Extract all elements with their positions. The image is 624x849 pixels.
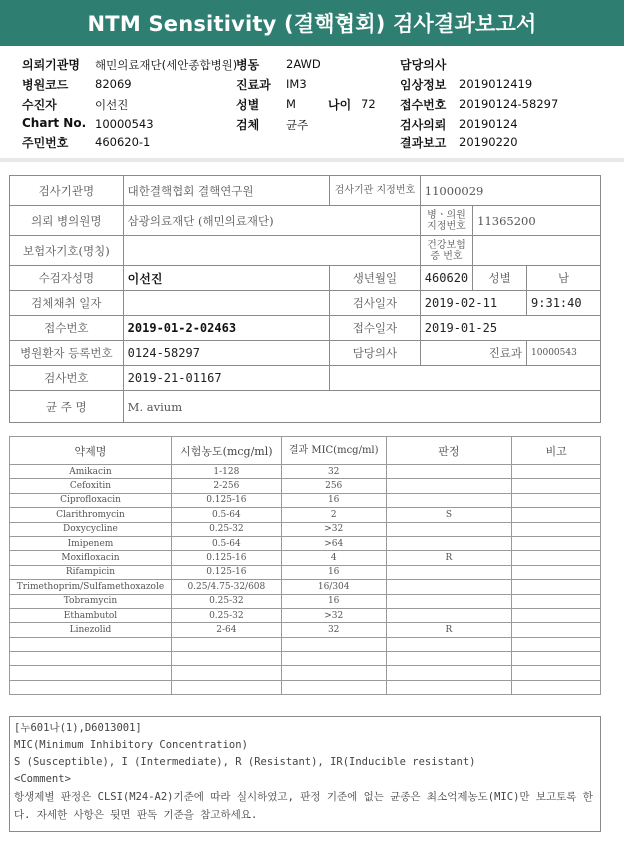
cell-mic: 32 [281,623,386,637]
header-label: 접수번호 [400,98,447,112]
cell-mic: >64 [281,536,386,550]
agency-label: 검사기관명 [10,176,124,206]
cell-remark [512,551,601,565]
empty-row [10,666,601,680]
drug-row [10,479,601,493]
patient-name-label: 수검자성명 [10,266,124,291]
cell-drug: Trimethoprim/Sulfamethoxazole [10,580,172,594]
divider [0,158,624,162]
test-date-label: 검사일자 [330,291,421,316]
header-label: 결과보고 [400,136,447,150]
header-label: 의뢰기관명 [22,58,80,72]
cell-mic: >32 [281,608,386,622]
cell-drug: Tobramycin [10,594,172,608]
cell-drug: Ciprofloxacin [10,493,172,507]
receipt-no-label: 접수번호 [10,316,124,341]
header-value: 20190220 [459,135,518,149]
cell-drug: Linezolid [10,623,172,637]
col-mic: 결과 MIC(mcg/ml) [281,437,386,465]
drug-row [10,594,601,608]
test-time-value: 9:31:40 [527,291,601,316]
cell-drug [10,680,172,694]
health-card-value [473,236,601,266]
header-value: IM3 [286,77,307,91]
header-label: Chart No. [22,116,87,130]
cell-conc: 1-128 [171,465,281,479]
birth-value: 460620 [420,266,472,291]
drug-row [10,536,601,550]
cell-remark [512,594,601,608]
header-value: 460620-1 [95,135,151,149]
header-label: 병동 [236,58,260,72]
receipt-date-value: 2019-01-25 [420,316,600,341]
empty-row [10,637,601,651]
header-label: 담당의사 [400,58,447,72]
receipt-no-value: 2019-01-2-02463 [123,316,329,341]
test-no-value: 2019-21-01167 [123,366,329,391]
header-label: 진료과 [236,78,271,92]
drug-row [10,493,601,507]
header-label: 임상정보 [400,78,447,92]
cell-conc: 0.25/4.75-32/608 [171,580,281,594]
registration-label: 병원환자 등록번호 [10,341,124,366]
note-legend: S (Susceptible), I (Intermediate), R (Resistant), IR(Inducible resistant) [14,756,476,768]
cell-judge [386,594,512,608]
cell-judge [386,608,512,622]
drug-row [10,608,601,622]
cell-conc: 0.25-32 [171,594,281,608]
cell-conc: 2-256 [171,479,281,493]
cell-mic: 16 [281,594,386,608]
cell-remark [512,652,601,666]
cell-conc [171,680,281,694]
cell-mic: 16 [281,565,386,579]
cell-remark [512,637,601,651]
hospital-value: 삼광의료재단 (해민의료재단) [123,206,420,236]
cell-remark [512,522,601,536]
header-value: 20190124 [459,117,518,131]
header-value: 2019012419 [459,77,533,91]
cell-judge [386,522,512,536]
cell-conc [171,666,281,680]
note-comment-heading: <Comment> [14,773,71,785]
cell-remark [512,565,601,579]
birth-label: 생년월일 [330,266,421,291]
cell-remark [512,580,601,594]
header-label: 검체 [236,118,260,132]
cell-remark [512,479,601,493]
cell-drug: Clarithromycin [10,508,172,522]
cell-mic: 4 [281,551,386,565]
cell-judge [386,652,512,666]
cell-judge [386,580,512,594]
drug-row [10,465,601,479]
cell-judge [386,536,512,550]
cell-drug [10,652,172,666]
col-conc: 시험농도(mcg/ml) [171,437,281,465]
collect-date-value [123,291,329,316]
cell-drug: Moxifloxacin [10,551,172,565]
cell-conc: 0.125-16 [171,551,281,565]
header-value: 20190124-58297 [459,97,559,111]
cell-remark [512,465,601,479]
cell-conc: 0.125-16 [171,565,281,579]
sex-label: 성별 [473,266,527,291]
patient-name-value: 이선진 [123,266,329,291]
cell-drug: Doxycycline [10,522,172,536]
cell-remark [512,508,601,522]
cell-conc: 0.5-64 [171,536,281,550]
header-label: 성별 [236,98,260,112]
cell-judge [386,666,512,680]
cell-mic [281,637,386,651]
header-label: 검사의뢰 [400,118,447,132]
dept-label: 진료과 [420,341,526,366]
drug-row [10,580,601,594]
header-value: 82069 [95,77,132,91]
agency-no-label: 검사기관 지정번호 [330,176,421,206]
agency-value: 대한결핵협회 결핵연구원 [123,176,329,206]
health-card-label: 건강보험 증 번호 [420,236,472,266]
cell-drug: Rifampicin [10,565,172,579]
cell-judge [386,680,512,694]
cell-judge [386,637,512,651]
header-value: 이선진 [95,98,129,112]
species-label: 균 주 명 [10,391,124,423]
notes-box [9,716,601,832]
cell-drug: Amikacin [10,465,172,479]
doctor-label: 담당의사 [330,341,421,366]
col-judge: 판정 [386,437,512,465]
header-value: M [286,97,296,111]
cell-remark [512,608,601,622]
cell-judge [386,565,512,579]
note-code: [누601나(1),D6013001] [14,722,142,734]
cell-remark [512,493,601,507]
cell-conc: 0.125-16 [171,493,281,507]
cell-remark [512,536,601,550]
drug-row [10,565,601,579]
cell-drug: Cefoxitin [10,479,172,493]
header-value: 72 [361,97,376,111]
drug-table [9,436,601,695]
drug-row [10,508,601,522]
agency-no-value: 11000029 [420,176,600,206]
cell-drug: Imipenem [10,536,172,550]
info-table [9,175,601,423]
drug-row [10,551,601,565]
header-value: 10000543 [95,117,154,131]
empty-row [10,680,601,694]
cell-judge: S [386,508,512,522]
header-label: 병원코드 [22,78,69,92]
registration-value: 0124-58297 [123,341,329,366]
cell-remark [512,666,601,680]
insurer-value [123,236,420,266]
sex-value: 남 [527,266,601,291]
cell-conc: 2-64 [171,623,281,637]
cell-conc: 0.25-32 [171,522,281,536]
header-value: 2AWD [286,57,321,71]
empty-row [10,652,601,666]
cell-mic: >32 [281,522,386,536]
cell-mic: 32 [281,465,386,479]
hospital-no-label: 병ㆍ의원 지정번호 [420,206,472,236]
col-drug: 약제명 [10,437,172,465]
cell-conc: 0.25-32 [171,608,281,622]
cell-mic [281,680,386,694]
cell-drug: Ethambutol [10,608,172,622]
cell-drug [10,666,172,680]
drug-row [10,623,601,637]
report-title: NTM Sensitivity (결핵협회) 검사결과보고서 [0,0,624,46]
hospital-label: 의뢰 병의원명 [10,206,124,236]
col-remark: 비고 [512,437,601,465]
header-value: 해민의료재단(세안종합병원) [95,58,238,72]
receipt-date-label: 접수일자 [330,316,421,341]
collect-date-label: 검체채취 일자 [10,291,124,316]
cell-judge: R [386,551,512,565]
header-label: 나이 [328,98,352,112]
cell-mic [281,666,386,680]
empty-cell [330,366,601,391]
insurer-label: 보험자기호(명칭) [10,236,124,266]
cell-judge [386,479,512,493]
note-comment-text: 항생제별 판정은 CLSI(M24-A2)기준에 따라 실시하였고, 판정 기준에 없는 균종은 최소억제농도(MIC)만 보고토록 한다. 자세한 사항은 뒷면 판독 기준을 참고하세요. [14,791,593,821]
cell-judge [386,465,512,479]
header-value: 균주 [286,118,309,132]
test-date-value: 2019-02-11 [420,291,526,316]
cell-mic: 16/304 [281,580,386,594]
hospital-no-value: 11365200 [473,206,601,236]
cell-mic: 256 [281,479,386,493]
header-label: 주민번호 [22,136,69,150]
drug-row [10,522,601,536]
test-no-label: 검사번호 [10,366,124,391]
cell-remark [512,623,601,637]
cell-drug [10,637,172,651]
cell-mic: 16 [281,493,386,507]
cell-judge [386,493,512,507]
cell-remark [512,680,601,694]
cell-conc [171,652,281,666]
cell-judge: R [386,623,512,637]
header-label: 수진자 [22,98,57,112]
note-mic: MIC(Minimum Inhibitory Concentration) [14,739,248,751]
cell-conc: 0.5-64 [171,508,281,522]
cell-conc [171,637,281,651]
species-value: M. avium [123,391,600,423]
cell-mic [281,652,386,666]
dept-value: 10000543 [527,341,601,366]
cell-mic: 2 [281,508,386,522]
